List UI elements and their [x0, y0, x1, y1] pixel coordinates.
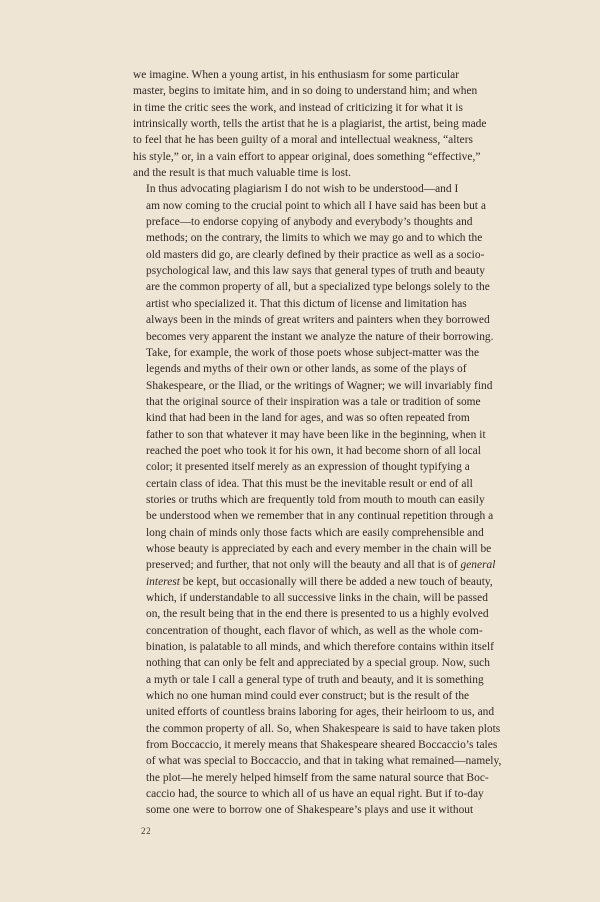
text-line: nothing that can only be felt and appreciated by a special group. Now, such — [146, 657, 490, 670]
text-line: whose beauty is appreciated by each and every member in the chain will be — [146, 542, 492, 555]
text-line: which no one human mind could ever construct; but is the result of the — [146, 690, 470, 703]
text-line: his style,” or, in a vain effort to appear original, does something “effective,” — [133, 150, 481, 163]
text-line: are the common property of all, but a specialized type belongs solely to the — [146, 281, 490, 294]
text-line: becomes very apparent the instant we analyze the nature of their borrowing. — [146, 330, 494, 343]
text-line: that the original source of their inspiration was a tale or tradition of some — [146, 395, 481, 408]
text-line: intrinsically worth, tells the artist that he is a plagiarist, the artist, being made — [133, 118, 487, 131]
text-line: Shakespeare, or the Iliad, or the writings of Wagner; we will invariably find — [146, 379, 493, 392]
paragraph-2 — [133, 181, 502, 818]
paragraph-1 — [133, 67, 487, 181]
text-line: certain class of idea. That this must be the inevitable result or end of all — [146, 477, 473, 490]
text-line: am now coming to the crucial point to which all I have said has been but a — [146, 199, 486, 212]
text-line: be understood when we remember that in any continual repetition through a — [146, 510, 494, 523]
text-line: psychological law, and this law says that general types of truth and beauty — [146, 265, 485, 278]
text-line: old masters did go, are clearly defined by their practice as well as a socio- — [146, 248, 485, 261]
body-text — [133, 67, 502, 819]
text-line: color; it presented itself merely as an expression of thought typifying a — [146, 461, 470, 474]
text-line: father to son that whatever it may have been like in the beginning, when it — [146, 428, 486, 441]
text-line: preserved; and further, that not only will the beauty and all that is of general — [146, 559, 496, 572]
text-line: in time the critic sees the work, and instead of criticizing it for what it is — [133, 101, 463, 114]
text-line: methods; on the contrary, the limits to which we may go and to which the — [146, 232, 483, 245]
text-line: long chain of minds only those facts which are easily comprehensible and — [146, 526, 484, 539]
text-line: the plot—he merely helped himself from the same natural source that Boc- — [146, 771, 489, 784]
text-line: artist who specialized it. That this dictum of license and limitation has — [146, 297, 467, 310]
text-line: from Boccaccio, it merely means that Shakespeare sheared Boccaccio’s tales — [146, 739, 498, 752]
text-line: Take, for example, the work of those poets whose subject-matter was the — [146, 346, 480, 359]
text-line: concentration of thought, each flavor of which, as well as the whole com- — [146, 624, 483, 637]
text-line: master, begins to imitate him, and in so doing to understand him; and when — [133, 85, 478, 98]
text-line: united efforts of countless brains laboring for ages, their heirloom to us, and — [146, 706, 495, 719]
text-line: the common property of all. So, when Shakespeare is said to have taken plots — [146, 722, 501, 735]
text-line: which, if understandable to all successive links in the chain, will be passed — [146, 592, 488, 604]
paper-speck — [356, 763, 358, 765]
text-line: to feel that he has been guilty of a moral and intellectual weakness, “alters — [133, 134, 473, 147]
page-number: 22 — [141, 826, 152, 836]
text-line: legends and myths of their own or other lands, as some of the plays of — [146, 363, 467, 376]
text-line: we imagine. When a young artist, in his enthusiasm for some particular — [133, 69, 460, 81]
text-line: a myth or tale I call a general type of truth and beauty, and it is something — [146, 673, 484, 686]
text-line: caccio had, the source to which all of us have an equal right. But if to-day — [146, 788, 484, 801]
text-line: reached the poet who took it for his own, it had become shorn of all local — [146, 444, 481, 457]
text-line: interest be kept, but occasionally will there be added a new touch of beauty, — [146, 575, 493, 588]
text-line: stories or truths which are frequently told from mouth to mouth can easily — [146, 493, 485, 506]
text-line: of what was special to Boccaccio, and that in taking what remained—namely, — [146, 755, 502, 768]
text-line: bination, is palatable to all minds, and which therefore contains within itself — [146, 641, 494, 654]
text-line: preface—to endorse copying of anybody and everybody’s thoughts and — [146, 216, 473, 229]
text-line: always been in the minds of great writers and painters when they borrowed — [146, 314, 490, 327]
text-line: and the result is that much valuable time is lost. — [133, 167, 352, 180]
text-line: kind that had been in the land for ages, and was so often repeated from — [146, 412, 470, 425]
text-line: some one were to borrow one of Shakespeare’s plays and use it without — [146, 804, 474, 817]
text-line: In thus advocating plagiarism I do not wish to be understood—and I — [146, 183, 459, 196]
text-line: on, the result being that in the end there is presented to us a highly evolved — [146, 608, 489, 621]
